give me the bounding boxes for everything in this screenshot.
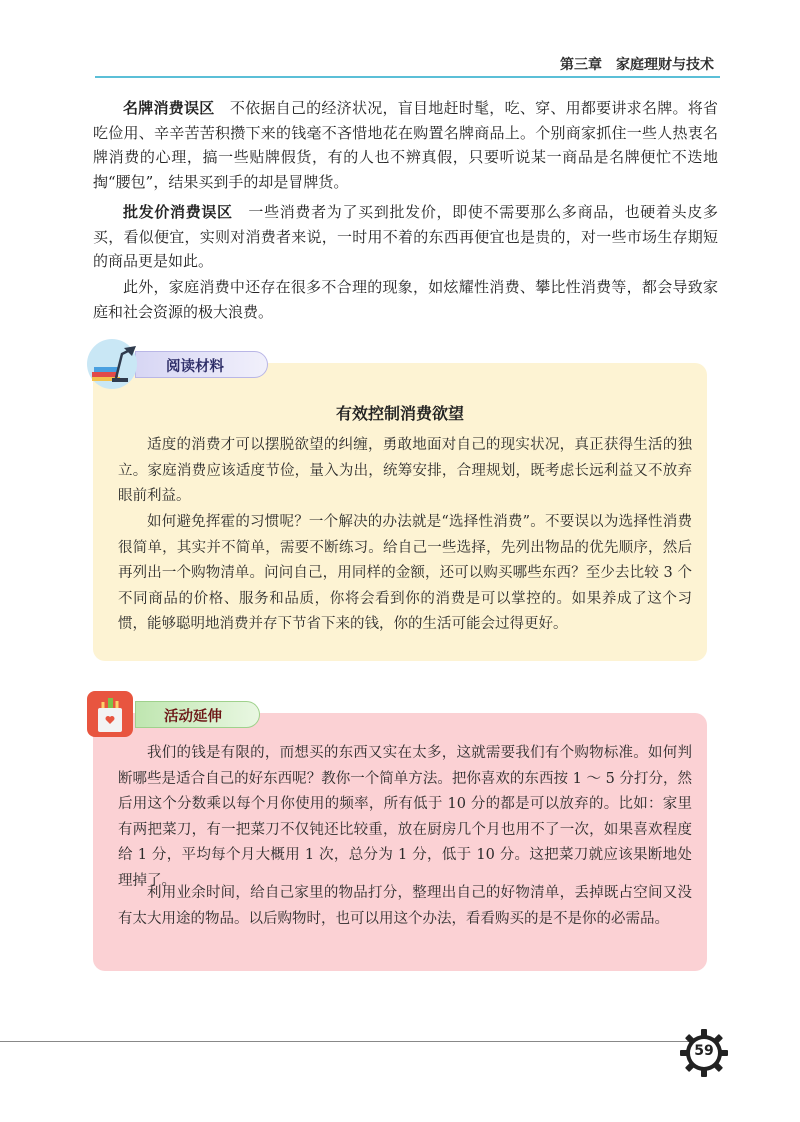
reading-title: 有效控制消费欲望	[335, 404, 464, 423]
reading-paragraph-1: 适度的消费才可以摆脱欲望的纠缠，勇敢地面对自己的现实状况，真正获得生活的独立。家庭消费应该适度节俭，量入为出，统筹安排，合理规划，既考虑长远利益又不放弃眼前利益。	[118, 437, 692, 504]
activity-tab-label: 活动延伸	[164, 709, 222, 725]
reading-paragraph-2: 如何避免挥霍的习惯呢？一个解决的办法就是“选择性消费”。不要误以为选择性消费很简单，其实并不简单，需要不断练习。给自己一些选择，先列出物品的优先顺序，然后再列出一个购物清单。问问自己，用同样的金额，还可以购买哪些东西？至少去比较 3 个不同商品的价格、服务和品质，你将会看到你的消费是可以掌控的。如果养成了这个习惯，能够聪明地消费并存下节省下来的钱，你的生活可能会过得更好。	[118, 514, 692, 632]
chapter-title: 第三章 家庭理财与技术	[560, 57, 714, 73]
reading-tab-label: 阅读材料	[166, 359, 224, 375]
page-number: 59	[694, 1043, 714, 1059]
reading-material-tab	[135, 351, 268, 378]
shopping-bag-icon	[86, 690, 134, 738]
paragraph-other-waste: 此外，家庭消费中还存在很多不合理的现象，如炫耀性消费、攀比性消费等，都会导致家庭和社会资源的极大浪费。	[93, 278, 718, 321]
activity-paragraph-2: 利用业余时间，给自己家里的物品打分，整理出自己的好物清单，丢掉既占空间又没有太大用途的物品。以后购物时，也可以用这个办法，看看购买的是不是你的必需品。	[118, 885, 692, 927]
activity-extension-tab	[135, 701, 260, 728]
activity-paragraph-1: 我们的钱是有限的，而想买的东西又实在太多，这就需要我们有个购物标准。如何判断哪些是适合自己的好东西呢？教你一个简单方法。把你喜欢的东西按 1 ～ 5 分打分，然后用这个分数乘以每个月你使用的频率，所有低于 10 分的都是可以放弃的。比如：家里有两把菜刀，有一把菜刀不仅钝还比较重，放在厨房几个月也用不了一次，如果喜欢程度给 1 分，平均每个月大概用 1 次，总分为 1 分，低于 10 分。这把菜刀就应该果断地处理掉了。	[118, 745, 692, 889]
header-rule	[95, 76, 720, 78]
paragraph-text: 一些消费者为了买到批发价，即使不需要那么多商品，也硬着头皮多买，看似便宜，实则对消费者来说，一时用不着的东西再便宜也是贵的，对一些市场生存期短的商品更是如此。	[93, 203, 718, 270]
book-lamp-icon	[86, 338, 138, 390]
term-brand: 名牌消费误区	[123, 99, 215, 117]
page-header	[95, 48, 720, 78]
term-wholesale: 批发价消费误区	[123, 203, 233, 221]
paragraph-text: 不依据自己的经济状况，盲目地赶时髦，吃、穿、用都要讲求名牌。将省吃俭用、辛辛苦苦积攒下来的钱毫不吝惜地花在购置名牌商品上。个别商家抓住一些人热衷名牌消费的心理，搞一些贴牌假货，有的人也不辨真假，只要听说某一商品是名牌便忙不迭地掏“腰包”，结果买到手的却是冒牌货。	[93, 99, 718, 191]
paragraph-wholesale-misconception	[93, 200, 718, 274]
footer-rule	[0, 1041, 690, 1042]
paragraph-brand-misconception	[93, 96, 718, 194]
